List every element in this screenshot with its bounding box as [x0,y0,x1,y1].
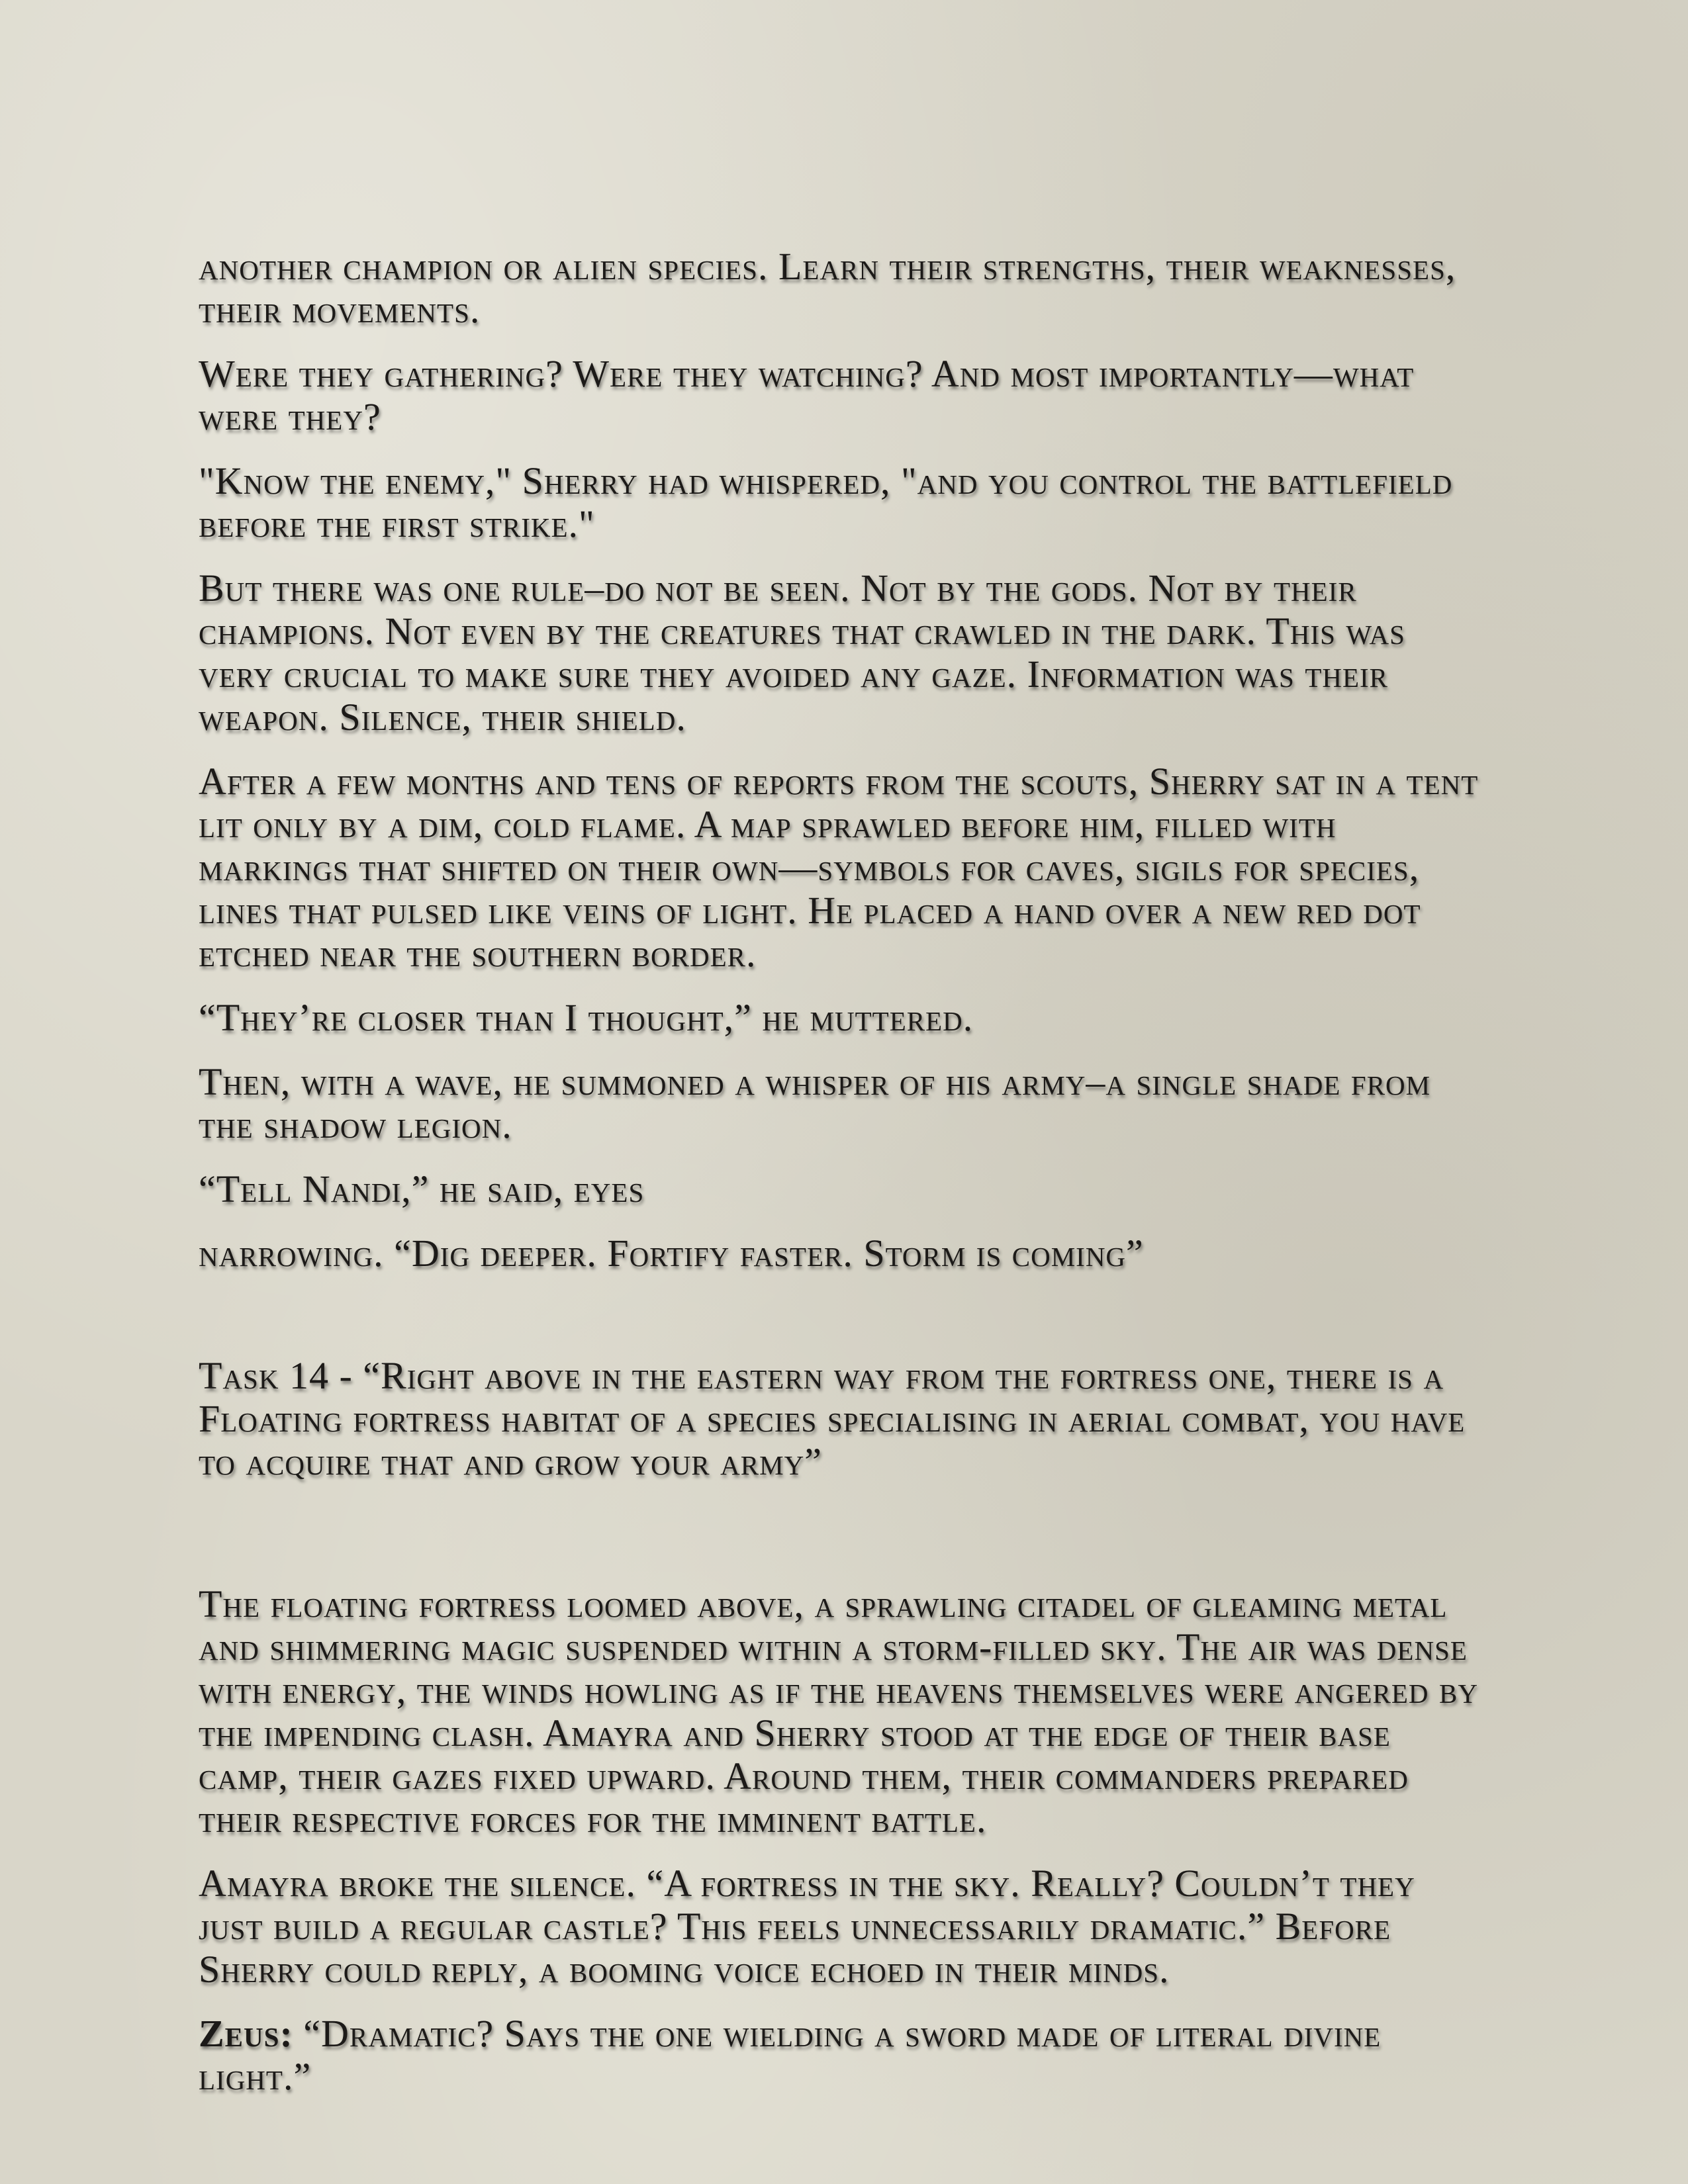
document-page [199,245,1489,2119]
paragraph-9: narrowing. “Dig deeper. Fortify faster. Storm is coming” [199,1232,1144,1275]
speaker-name: Zeus: [199,2012,293,2055]
paragraph-11: The floating fortress loomed above, a sprawling citadel of gleaming metal and shimmering magic suspended within a storm-filled sky. The air was dense with energy, the winds howling as if the heavens themselves were angered by the impending clash. Amayra and Sherry stood at the edge of their base camp, their gazes fixed upward. Around them, their commanders prepared their respective forces for the imminent battle. [199,1582,1478,1841]
paragraph-4: But there was one rule–do not be seen. Not by the gods. Not by their champions. Not even by the creatures that crawled in the dark. This was very crucial to make sure they avoided any gaze. Information was their weapon. Silence, their shield. [199,567,1405,739]
paragraph-5: After a few months and tens of reports from the scouts, Sherry sat in a tent lit only by a dim, cold flame. A map sprawled before him, filled with markings that shifted on their own—symbols for caves, sigils for species, lines that pulsed like veins of light. He placed a hand over a new red dot etched near the southern border. [199,760,1479,975]
paragraph-6: “They’re closer than I thought,” he muttered. [199,996,974,1039]
paragraph-1: another champion or alien species. Learn their strengths, their weaknesses, their movements. [199,245,1456,331]
paragraph-12: Amayra broke the silence. “A fortress in the sky. Really? Couldn’t they just build a regular castle? This feels unnecessarily dramatic.” Before Sherry could reply, a booming voice echoed in their minds. [199,1862,1415,1991]
task-paragraph: Task 14 - “Right above in the eastern way from the fortress one, there is a Floating fortress habitat of a species specialising in aerial combat, you have to acquire that and grow your army” [199,1354,1466,1483]
paragraph-2: Were they gathering? Were they watching? And most importantly—what were they? [199,352,1415,438]
paragraph-8: “Tell Nandi,” he said, eyes [199,1167,645,1210]
dialogue-paragraph [199,2012,1489,2098]
dialogue-text: “Dramatic? Says the one wielding a sword made of literal divine light.” [199,2012,1382,2098]
paragraph-7: Then, with a wave, he summoned a whisper of his army–a single shade from the shadow legion. [199,1060,1431,1146]
paragraph-3: "Know the enemy," Sherry had whispered, "and you control the battlefield before the first strike." [199,459,1453,545]
